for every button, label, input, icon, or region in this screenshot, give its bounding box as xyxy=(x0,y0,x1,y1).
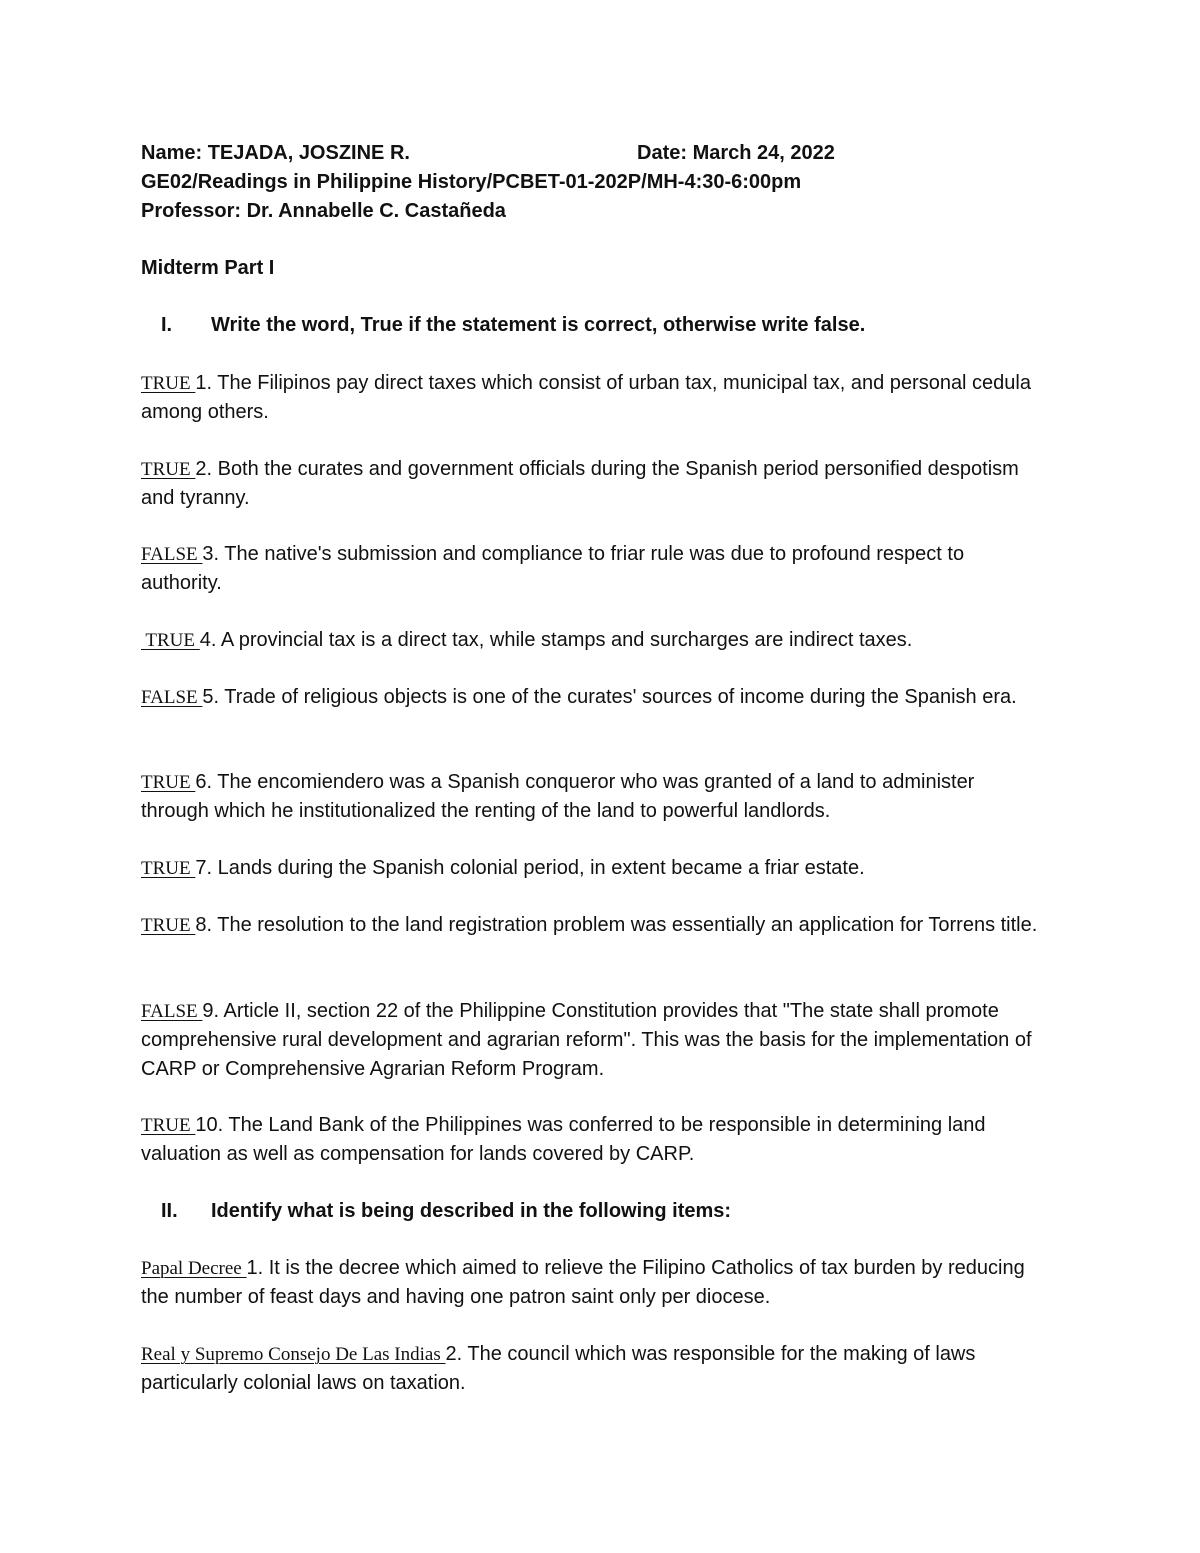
item-text: . The Filipinos pay direct taxes which consist of urban tax, municipal tax, and personal cedula among others. xyxy=(141,372,1031,423)
item-number: 8 xyxy=(195,914,207,936)
true-false-item xyxy=(141,455,1041,513)
item-text: . Both the curates and government officials during the Spanish period personified despotism and tyranny. xyxy=(141,458,1019,509)
answer: TRUE xyxy=(141,915,196,936)
answer: FALSE xyxy=(141,544,203,565)
item-number: 1 xyxy=(246,1257,258,1279)
part2-numeral: II. xyxy=(161,1200,178,1222)
item-text: . Article II, section 22 of the Philippine Constitution provides that "The state shall promote comprehensive rural development and agrarian reform". This was the basis for the implementation of CARP or Comprehensive Agrarian Reform Program. xyxy=(141,1000,1032,1080)
item-text: . It is the decree which aimed to relieve the Filipino Catholics of tax burden by reducing the number of feast days and having one patron saint only per diocese. xyxy=(141,1257,1025,1308)
part1-numeral: I. xyxy=(161,314,173,336)
answer: FALSE xyxy=(141,1001,203,1022)
answer: TRUE xyxy=(141,1115,196,1136)
item-text: . The Land Bank of the Philippines was conferred to be responsible in determining land valuation as well as compensation for lands covered by CARP. xyxy=(141,1114,986,1165)
item-number: 3 xyxy=(202,543,214,565)
answer: Real y Supremo Consejo De Las Indias xyxy=(141,1344,446,1365)
item-number: 7 xyxy=(195,857,207,879)
true-false-item xyxy=(141,768,1041,826)
true-false-item xyxy=(141,911,1041,940)
true-false-item xyxy=(141,854,1041,883)
item-number: 6 xyxy=(195,771,207,793)
identification-item xyxy=(141,1254,1041,1312)
true-false-item xyxy=(141,1111,1041,1169)
answer: TRUE xyxy=(141,630,200,651)
true-false-item xyxy=(141,683,1041,712)
item-number: 1 xyxy=(195,372,207,394)
item-text: . The native's submission and compliance to friar rule was due to profound respect to authority. xyxy=(141,543,965,594)
true-false-item xyxy=(141,369,1041,427)
answer: TRUE xyxy=(141,459,196,480)
professor-name: Professor: Dr. Annabelle C. Castañeda xyxy=(141,200,506,222)
answer: TRUE xyxy=(141,373,196,394)
true-false-item xyxy=(141,997,1041,1084)
answer: TRUE xyxy=(141,772,196,793)
item-text: . Lands during the Spanish colonial period, in extent became a friar estate. xyxy=(206,857,865,879)
true-false-item xyxy=(141,540,1041,598)
item-text: . The encomiendero was a Spanish conqueror who was granted of a land to administer through which he institutionalized the renting of the land to powerful landlords. xyxy=(141,771,975,822)
item-number: 5 xyxy=(202,686,214,708)
course-info: GE02/Readings in Philippine History/PCBET-01-202P/MH-4:30-6:00pm xyxy=(141,171,802,193)
identification-item xyxy=(141,1340,1041,1398)
item-number: 9 xyxy=(202,1000,214,1022)
answer: TRUE xyxy=(141,858,196,879)
answer: FALSE xyxy=(141,687,203,708)
exam-title: Midterm Part I xyxy=(141,257,275,279)
student-name: Name: TEJADA, JOSZINE R. xyxy=(141,142,410,164)
item-number: 10 xyxy=(195,1114,218,1136)
part1-instruction: Write the word, True if the statement is correct, otherwise write false. xyxy=(211,314,866,336)
item-text: . A provincial tax is a direct tax, while stamps and surcharges are indirect taxes. xyxy=(210,629,913,651)
part2-instruction: Identify what is being described in the following items: xyxy=(211,1200,732,1222)
item-number: 2 xyxy=(195,458,207,480)
true-false-item xyxy=(141,626,1041,655)
item-number: 4 xyxy=(199,629,211,651)
item-text: . The council which was responsible for the making of laws particularly colonial laws on taxation. xyxy=(141,1343,976,1394)
item-text: . Trade of religious objects is one of the curates' sources of income during the Spanish era. xyxy=(213,686,1017,708)
exam-date: Date: March 24, 2022 xyxy=(637,142,835,164)
answer: Papal Decree xyxy=(141,1258,247,1279)
item-text: . The resolution to the land registration problem was essentially an application for Torrens title. xyxy=(206,914,1038,936)
item-number: 2 xyxy=(445,1343,457,1365)
